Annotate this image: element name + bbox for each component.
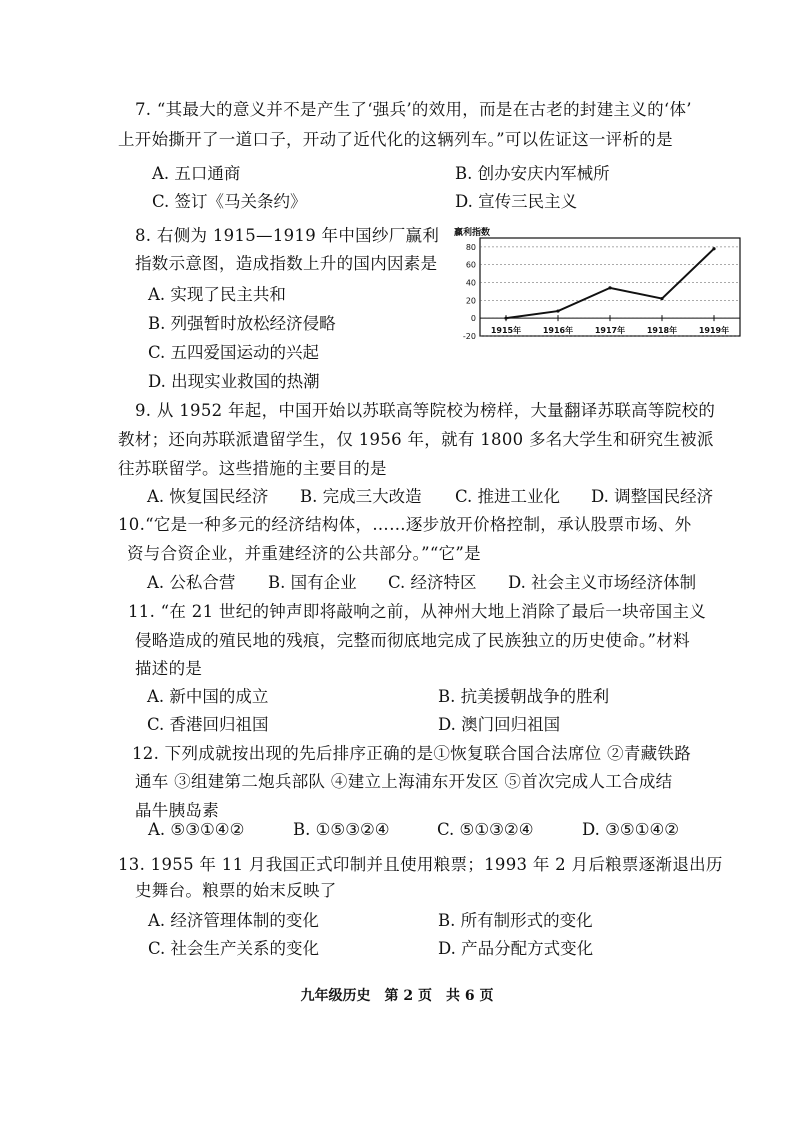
q11-option-d: D. 澳门回归祖国 bbox=[438, 715, 561, 734]
q11-option-c: C. 香港回归祖国 bbox=[147, 715, 269, 734]
q7-stem-line2: 上开始撕开了一道口子，开动了近代化的这辆列车。”可以佐证这一评析的是 bbox=[118, 130, 673, 149]
series-line bbox=[506, 249, 714, 318]
q9-option-a: A. 恢复国民经济 bbox=[147, 487, 269, 506]
q11-stem-line1: 11. “在 21 世纪的钟声即将敲响之前，从神州大地上消除了最后一块帝国主义 bbox=[128, 602, 707, 621]
q8-option-c: C. 五四爱国运动的兴起 bbox=[148, 343, 320, 362]
profit-index-chart bbox=[452, 224, 747, 354]
data-point bbox=[608, 286, 611, 289]
x-tick-label: 1919年 bbox=[698, 326, 730, 335]
q7-option-d: D. 宣传三民主义 bbox=[455, 192, 578, 211]
q11-option-a: A. 新中国的成立 bbox=[147, 687, 269, 706]
q12-option-d: D. ③⑤①④② bbox=[582, 820, 680, 839]
y-tick-label: -20 bbox=[462, 332, 476, 341]
q9-option-c: C. 推进工业化 bbox=[455, 487, 561, 506]
q11-option-b: B. 抗美援朝战争的胜利 bbox=[438, 687, 610, 706]
data-point bbox=[504, 317, 507, 320]
x-tick-label: 1915年 bbox=[490, 326, 522, 335]
data-point bbox=[712, 247, 715, 250]
q7-stem-line1: 7. “其最大的意义并不是产生了‘强兵’的效用，而是在古老的封建主义的‘体’ bbox=[135, 100, 692, 119]
q9-stem-line3: 往苏联留学。这些措施的主要目的是 bbox=[118, 459, 387, 478]
q12-option-b: B. ①⑤③②④ bbox=[293, 820, 390, 839]
y-axis-label: 赢利指数 bbox=[454, 228, 491, 238]
q7-option-a: A. 五口通商 bbox=[152, 164, 241, 183]
q13-option-d: D. 产品分配方式变化 bbox=[438, 939, 594, 958]
q11-stem-line2: 侵略造成的殖民地的残痕，完整而彻底地完成了民族独立的历史使命。”材料 bbox=[135, 631, 690, 650]
y-tick-label: 40 bbox=[465, 278, 476, 288]
y-tick-label: 80 bbox=[465, 242, 476, 252]
q12-option-c: C. ⑤①③②④ bbox=[437, 820, 534, 839]
q13-stem-line1: 13. 1955 年 11 月我国正式印制并且使用粮票；1993 年 2 月后粮票逐渐退出历 bbox=[118, 855, 723, 874]
q13-option-a: A. 经济管理体制的变化 bbox=[148, 911, 319, 930]
q10-option-c: C. 经济特区 bbox=[388, 573, 477, 592]
q7-option-c: C. 签订《马关条约》 bbox=[152, 192, 307, 211]
data-point bbox=[556, 309, 559, 312]
q10-stem-line1: 10.“它是一种多元的经济结构体，……逐步放开价格控制，承认股票市场、外 bbox=[118, 515, 692, 534]
x-tick-label: 1918年 bbox=[646, 326, 678, 335]
q10-stem-line2: 资与合资企业，并重建经济的公共部分。”“它”是 bbox=[127, 544, 481, 563]
q10-option-a: A. 公私合营 bbox=[147, 573, 236, 592]
q9-option-d: D. 调整国民经济 bbox=[591, 487, 714, 506]
q8-option-b: B. 列强暂时放松经济侵略 bbox=[148, 314, 336, 333]
page-footer: 九年级历史 第 2 页 共 6 页 bbox=[300, 988, 494, 1004]
q8-stem-line1: 8. 右侧为 1915—1919 年中国纱厂赢利 bbox=[135, 226, 440, 245]
q8-stem-line2: 指数示意图，造成指数上升的国内因素是 bbox=[135, 254, 438, 273]
q13-option-c: C. 社会生产关系的变化 bbox=[148, 939, 320, 958]
q9-option-b: B. 完成三大改造 bbox=[300, 487, 422, 506]
q9-stem-line2: 教材；还向苏联派遣留学生，仅 1956 年，就有 1800 多名大学生和研究生被派 bbox=[118, 430, 714, 449]
q12-stem-line3: 晶牛胰岛素 bbox=[135, 801, 219, 820]
y-tick-label: 0 bbox=[470, 314, 476, 324]
profit-index-chart-svg bbox=[452, 224, 747, 354]
q11-stem-line3: 描述的是 bbox=[135, 659, 203, 678]
q7-option-b: B. 创办安庆内军械所 bbox=[455, 164, 610, 183]
data-point bbox=[660, 297, 663, 300]
q10-option-d: D. 社会主义市场经济体制 bbox=[508, 573, 697, 592]
x-tick-label: 1917年 bbox=[594, 326, 626, 335]
x-tick-label: 1916年 bbox=[542, 326, 574, 335]
q8-option-d: D. 出现实业救国的热潮 bbox=[148, 372, 320, 391]
q9-stem-line1: 9. 从 1952 年起，中国开始以苏联高等院校为榜样，大量翻译苏联高等院校的 bbox=[135, 401, 716, 420]
y-tick-label: 60 bbox=[465, 260, 476, 270]
q8-option-a: A. 实现了民主共和 bbox=[148, 285, 286, 304]
q10-option-b: B. 国有企业 bbox=[268, 573, 357, 592]
q12-option-a: A. ⑤③①④② bbox=[148, 820, 245, 839]
q12-stem-line2: 通车 ③组建第二炮兵部队 ④建立上海浦东开发区 ⑤首次完成人工合成结 bbox=[135, 772, 673, 791]
q13-option-b: B. 所有制形式的变化 bbox=[438, 911, 593, 930]
q13-stem-line2: 史舞台。粮票的始末反映了 bbox=[135, 881, 337, 900]
y-tick-label: 20 bbox=[465, 296, 476, 306]
q12-stem-line1: 12. 下列成就按出现的先后排序正确的是①恢复联合国合法席位 ②青藏铁路 bbox=[132, 744, 692, 763]
